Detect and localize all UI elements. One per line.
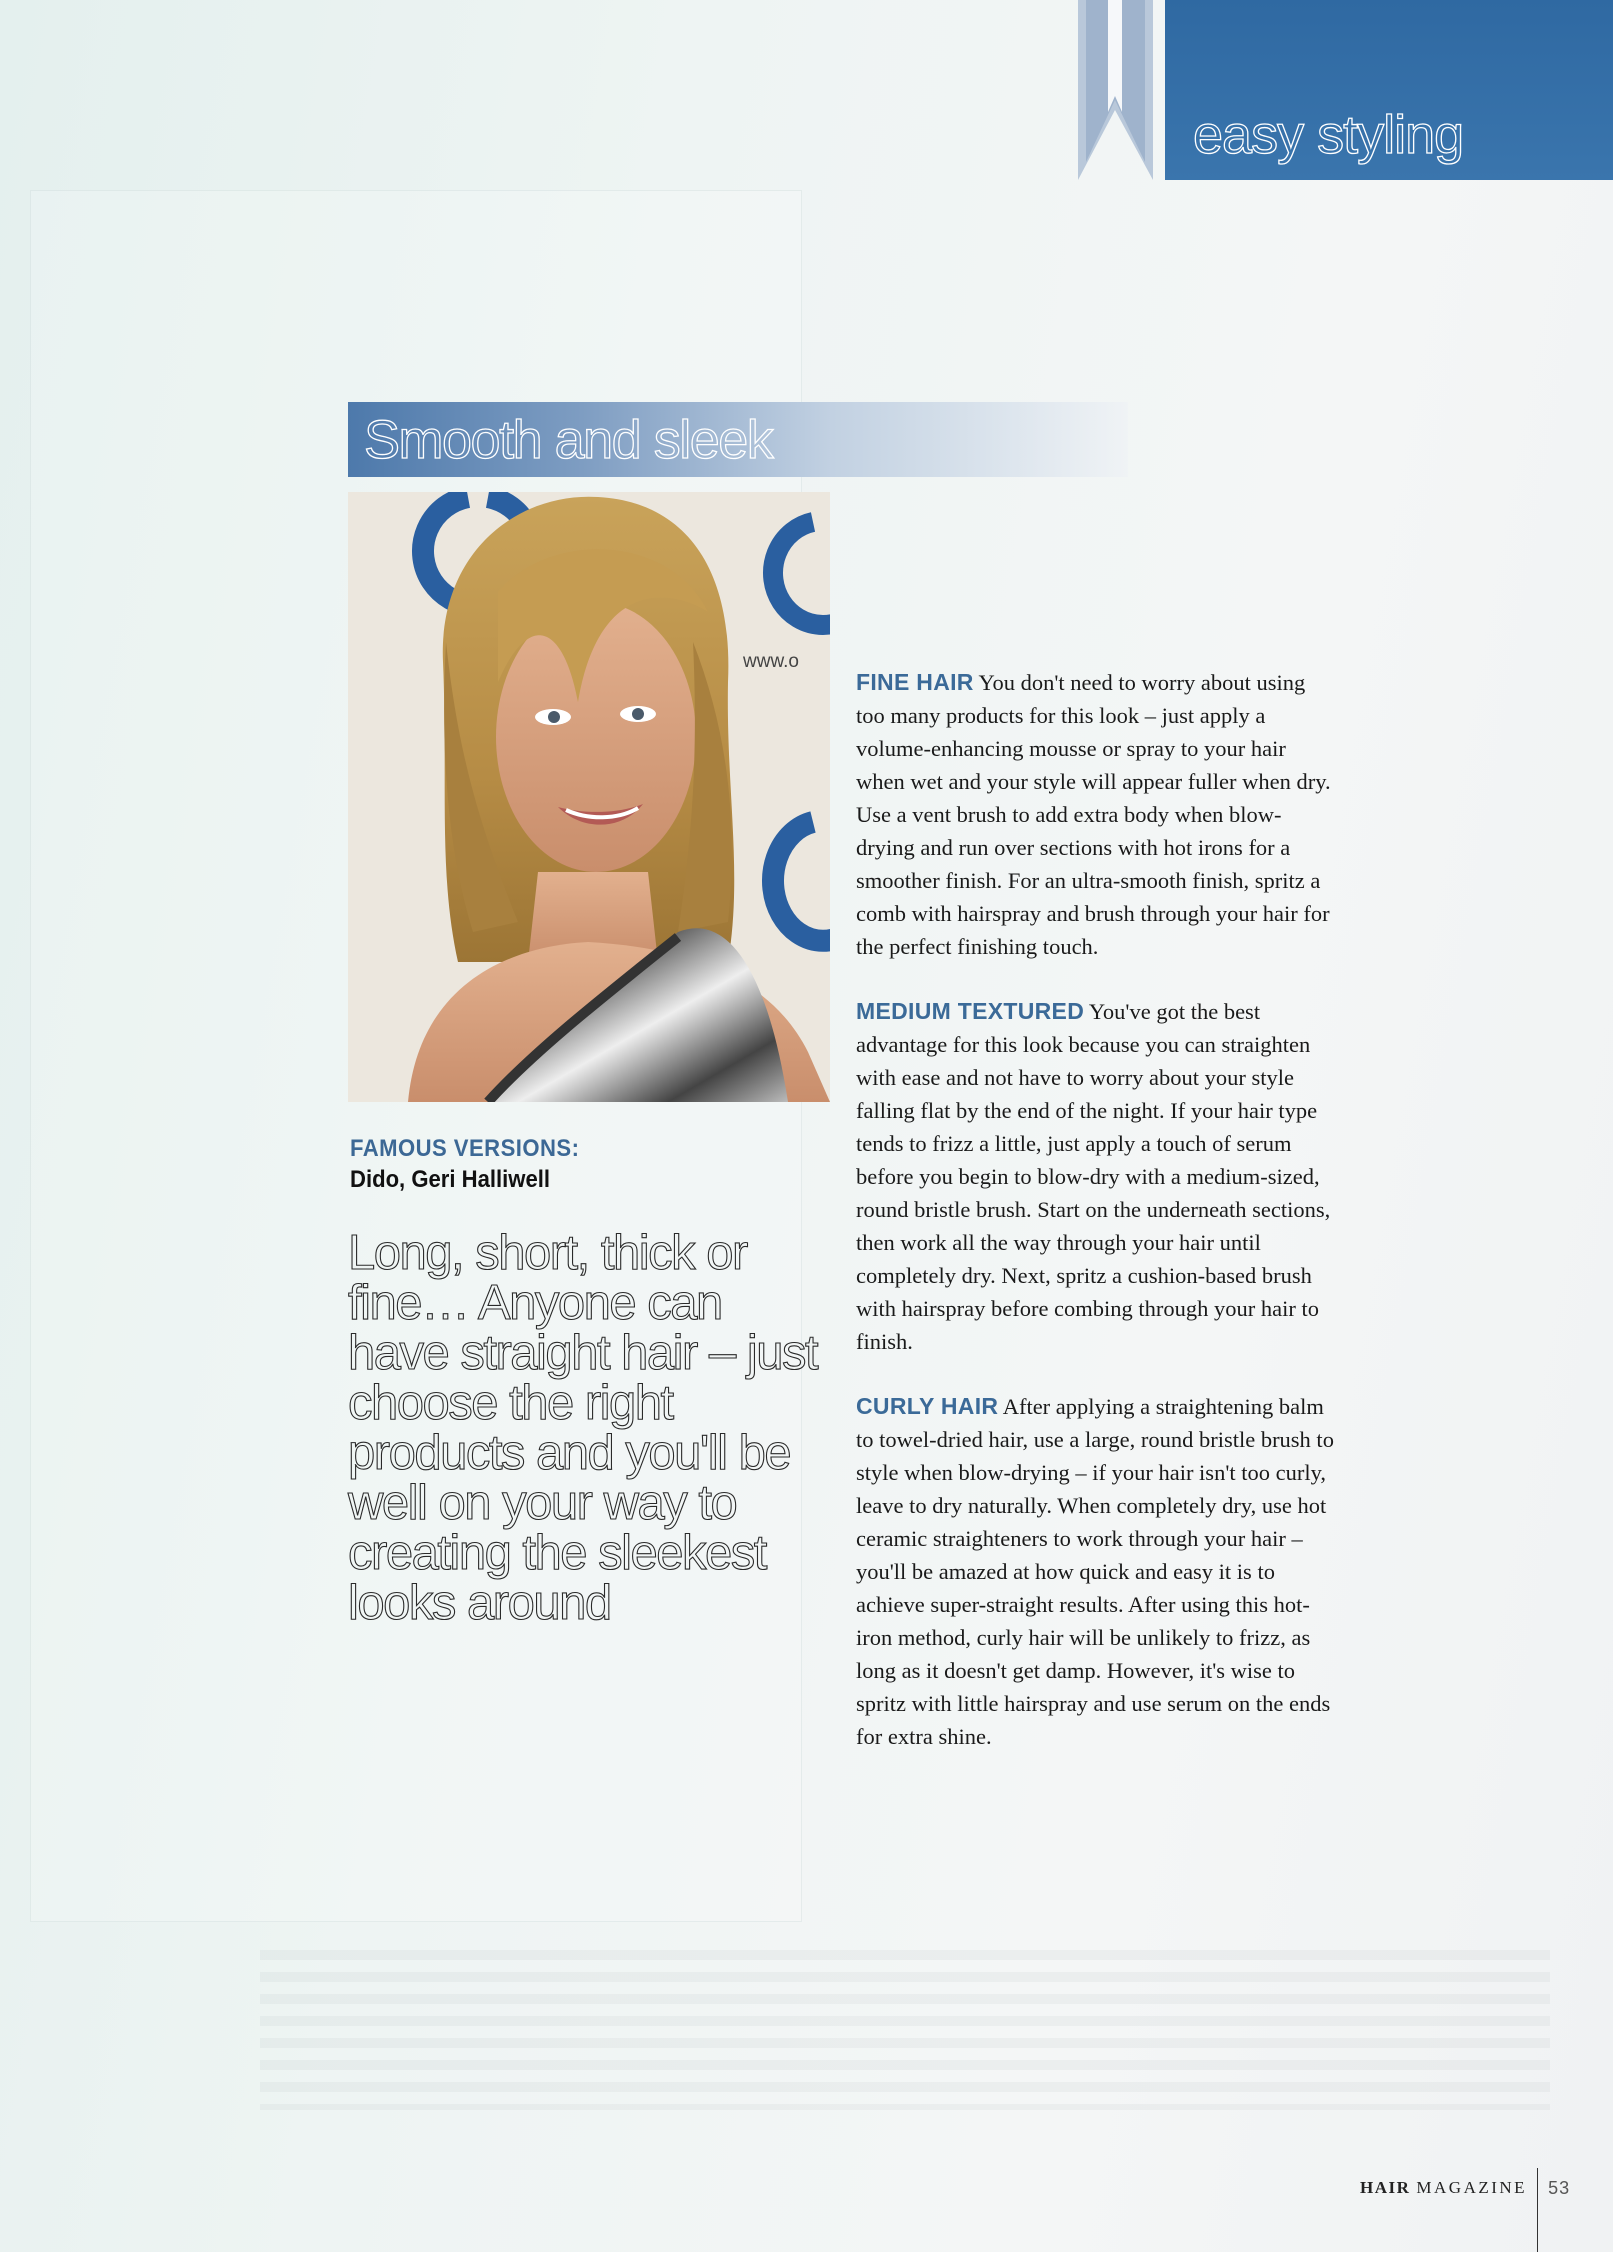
footer-brand: HAIR <box>1360 2178 1411 2197</box>
backdrop-text: www.o <box>743 651 799 672</box>
page-footer <box>1360 2168 1570 2208</box>
pull-quote: Long, short, thick or fine… Anyone can have straight hair – just choose the right products and you'll be well on your way to creating the sleekest looks around <box>348 1226 818 1630</box>
section-label: easy styling <box>1193 105 1464 165</box>
paragraph-lead: MEDIUM TEXTURED <box>856 998 1085 1024</box>
section-banner <box>1165 0 1613 180</box>
footer-magazine: MAGAZINE <box>1416 2178 1528 2197</box>
famous-versions-label: FAMOUS VERSIONS: <box>350 1135 580 1162</box>
article-body <box>856 666 1336 1785</box>
paragraph-lead: FINE HAIR <box>856 669 974 695</box>
paragraph-text: You don't need to worry about using too many products for this look – just apply a volume-enhancing mousse or spray to your hair when wet and your style will appear fuller when dry. Use a vent brush to add extra body when blow-drying and run over sections with hot irons for a smoother finish. For an ultra-smooth finish, spritz a comb with hairspray and brush through your hair for the perfect finishing touch. <box>856 670 1331 959</box>
famous-versions-names: Dido, Geri Halliwell <box>350 1166 550 1194</box>
paragraph-text: You've got the best advantage for this look because you can straighten with ease and not have to worry about your style falling flat by the end of the night. If your hair type tends to frizz a little, just apply a touch of serum before you begin to blow-dry with a medium-sized, round bristle brush. Start on the underneath sections, then work all the way through your hair until completely dry. Next, spritz a cushion-based brush with hairspray before combing through your hair to finish. <box>856 999 1331 1354</box>
footer-divider <box>1537 2168 1538 2252</box>
paragraph-text: After applying a straightening balm to towel-dried hair, use a large, round bristle brush to style when blow-drying – if your hair isn't too curly, leave to dry naturally. When completely dry, use hot ceramic straighteners to work through your hair – you'll be amazed at how quick and easy it is to achieve super-straight results. After using this hot-iron method, curly hair will be unlikely to frizz, as long as it doesn't get damp. However, it's wise to spritz with little hairspray and use serum on the ends for extra shine. <box>856 1394 1334 1749</box>
banner-ribbon <box>1078 0 1153 180</box>
show-through-texture <box>260 1950 1550 2110</box>
paragraph-lead: CURLY HAIR <box>856 1393 999 1419</box>
paragraph-curly-hair <box>856 1390 1336 1753</box>
famous-versions <box>350 1133 810 1195</box>
paragraph-medium-textured <box>856 995 1336 1358</box>
article-header-bar <box>348 402 1128 477</box>
article-title: Smooth and sleek <box>364 410 773 470</box>
page-number: 53 <box>1548 2177 1571 2198</box>
celebrity-photo <box>348 492 830 1102</box>
paragraph-fine-hair <box>856 666 1336 963</box>
